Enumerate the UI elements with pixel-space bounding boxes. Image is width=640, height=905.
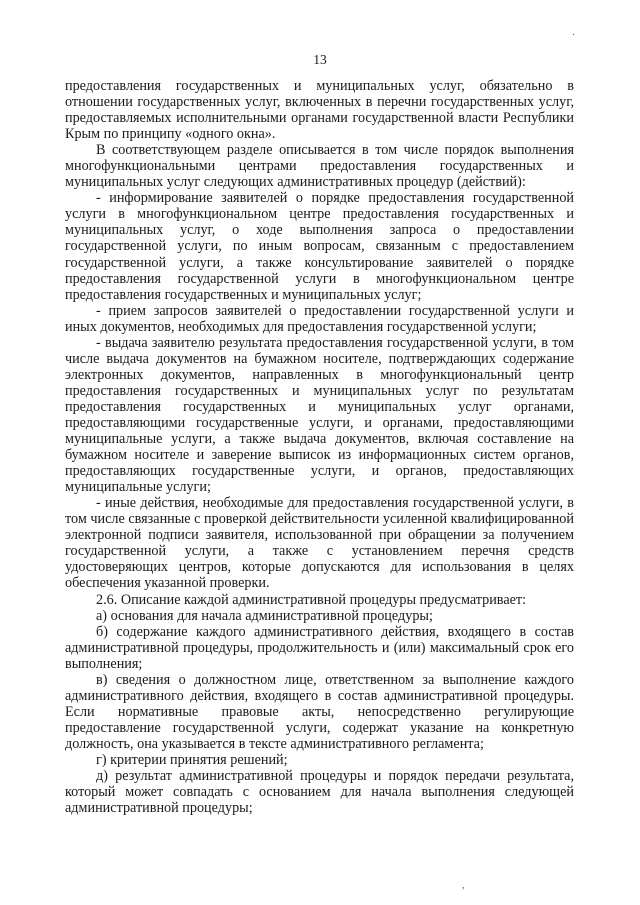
scan-mark-bottom: ,	[462, 880, 465, 891]
list-item-issuance: - выдача заявителю результата предоставления государственной услуги, в том числе выдача документов на бумажном носителе, подтверждающих содержание электронных документов, направленных в многофункциональный центр предоставления государственных и муниципальных услуг по результатам предоставления государственных и муниципальных услуг органами, предоставляющими государственные услуги, и органами, предоставляющими муниципальные услуги, а также выдача документов, включая составление на бумажном носителе и заверение выписок из информационных систем органов, предоставляющих государственные услуги, и органов, предоставляющих муниципальные услуги;	[65, 334, 574, 496]
document-body	[65, 78, 574, 816]
list-item-reception: - прием запросов заявителей о предоставлении государственной услуги и иных документов, необходимых для предоставления государственной услуги;	[65, 302, 574, 335]
scan-mark: ·	[572, 30, 576, 41]
paragraph-1: предоставления государственных и муниципальных услуг, обязательно в отношении государственных услуг, включенных в перечни государственных услуг, предоставляемых исполнительными органами государственной власти Республики Крым по принципу «одного окна».	[65, 78, 574, 143]
item-v: в) сведения о должностном лице, ответственном за выполнение каждого административного действия, входящего в состав административной процедуры. Если нормативные правовые акты, непосредственно регулирующие предоставление государственной услуги, содержат указание на конкретную должность, она указывается в тексте административного регламента;	[65, 671, 574, 752]
paragraph-2: В соответствующем разделе описывается в том числе порядок выполнения многофункциональными центрами предоставления государственных и муниципальных услуг следующих административных процедур (действий):	[65, 142, 574, 191]
section-2-6-heading: 2.6. Описание каждой административной процедуры предусматривает:	[96, 591, 527, 608]
item-b: б) содержание каждого административного действия, входящего в состав административной процедуры, продолжительность и (или) максимальный срок его выполнения;	[65, 623, 574, 672]
list-item-other-actions: - иные действия, необходимые для предоставления государственной услуги, в том числе связанные с проверкой действительности усиленной квалифицированной электронной подписи заявителя, использованной при обращении за получением государственной услуги, а также с установлением перечня средств удостоверяющих центров, которые допускаются для использования в целях обеспечения указанной проверки.	[65, 495, 574, 592]
item-g: г) критерии принятия решений;	[96, 751, 288, 768]
page-number: 13	[313, 52, 327, 67]
item-a: а) основания для начала административной процедуры;	[96, 607, 433, 624]
list-item-informing: - информирование заявителей о порядке предоставления государственной услуги в многофункциональном центре предоставления государственных и муниципальных услуг, о ходе выполнения запроса о предоставлении государственной услуги, по иным вопросам, связанным с предоставлением государственной услуги, а также консультирование заявителей о порядке предоставления государственной услуги в многофункциональном центре предоставления государственных и муниципальных услуг;	[65, 190, 574, 303]
item-d: д) результат административной процедуры и порядок передачи результата, который может совпадать с основанием для начала выполнения следующей административной процедуры;	[65, 768, 574, 817]
